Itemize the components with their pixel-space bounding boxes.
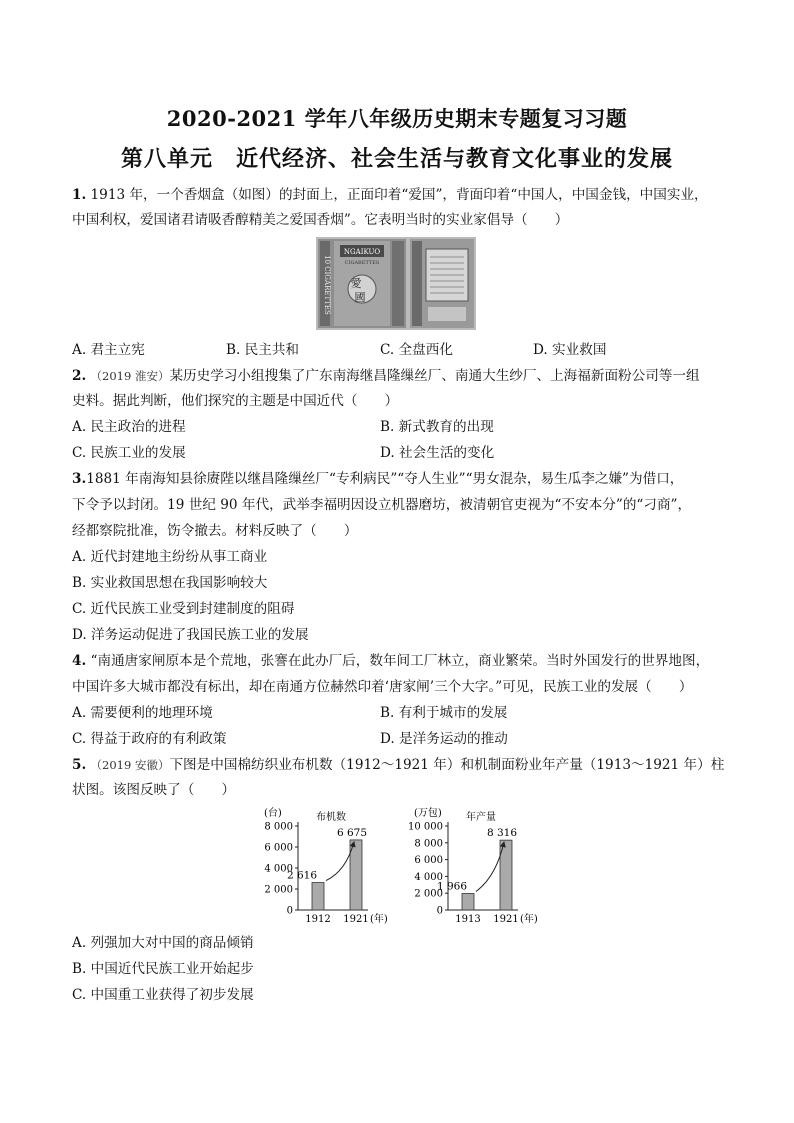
question-5-line-2: 状图。该图反映了（ ）	[72, 782, 236, 798]
chart-1-value-label: 2 616	[286, 869, 318, 882]
question-3-line-2: 下令予以封闭。19 世纪 90 年代，武举李福明因设立机器磨坊，被清朝官吏视为“不安本分”的“刁商”，	[72, 497, 692, 513]
question-4-text-1: “南通唐家闸原本是个荒地，张謇在此办厂后，数年间工厂林立，商业繁荣。当时外国发行的世界地图，	[90, 653, 710, 669]
chart-2-unit: (万包)	[414, 808, 442, 819]
q5-option-b[interactable]: B. 中国近代民族工业开始起步	[72, 961, 254, 977]
chart-1-value-label: 6 675	[336, 826, 368, 839]
q2-option-a[interactable]: A. 民主政治的进程	[72, 419, 186, 435]
cigarette-char-2: 國	[354, 291, 366, 304]
question-5-number: 5.	[72, 757, 87, 773]
question-4-number: 4.	[72, 653, 87, 669]
cigarette-box-image	[316, 237, 476, 330]
chart-2-ytick-label: 4 000	[414, 871, 443, 883]
question-3-number: 3.	[72, 471, 87, 487]
q2-option-d[interactable]: D. 社会生活的变化	[380, 445, 495, 461]
question-1-line-1	[72, 186, 708, 204]
question-2-source: （2019 淮安）	[90, 369, 170, 383]
question-1-line-2: 中国利权，爱国诸君请吸香醇精美之爱国香烟”。它表明当时的实业家倡导（ ）	[72, 212, 569, 228]
chart-1-category-label: 1912	[305, 914, 331, 925]
cigarette-brand-text: NGAIKUO	[343, 248, 381, 256]
chart-1-ytick-label: 4 000	[264, 863, 293, 875]
chart-2-ytick-label: 10 000	[408, 821, 443, 833]
question-5-text-1: 下图是中国棉纺织业布机数（1912～1921 年）和机制面粉业年产量（1913～1921 年）柱	[169, 757, 725, 773]
q3-option-d[interactable]: D. 洋务运动促进了我国民族工业的发展	[72, 627, 309, 643]
question-1-number: 1.	[72, 187, 87, 203]
q2-option-c[interactable]: C. 民族工业的发展	[72, 445, 186, 461]
question-2-number: 2.	[72, 368, 87, 384]
question-5-line-1	[72, 756, 724, 774]
chart-1-ytick-label: 8 000	[264, 821, 293, 833]
chart-1-ytick-label: 0	[286, 905, 293, 917]
question-4-line-2: 中国许多大城市都没有标出，却在南通方位赫然印着‘唐家闸’三个大字。”可见，民族工业的发展（ ）	[72, 679, 693, 695]
chart-2-title: 年产量	[466, 812, 496, 823]
chart-1-ytick-label: 6 000	[264, 842, 293, 854]
chart-2-value-label: 1 966	[436, 880, 468, 893]
q1-option-c[interactable]: C. 全盘西化	[380, 342, 453, 358]
chart-2-category-label: 1913	[455, 914, 481, 925]
question-3-line-1	[72, 470, 683, 488]
question-3-text-1: 1881 年南海知县徐赓陛以继昌隆缫丝厂“专利病民”“夺人生业”“男女混杂，易生瓜李之嫌”为借口，	[86, 471, 684, 487]
chart-2-value-label: 8 316	[486, 827, 518, 840]
cigarette-label-text: CIGARETTES	[344, 260, 380, 266]
q1-option-b[interactable]: B. 民主共和	[226, 342, 300, 358]
flour-output-chart	[396, 804, 546, 926]
question-5-source: （2019 安徽）	[90, 758, 170, 772]
question-2-line-1	[72, 367, 700, 385]
q3-option-a[interactable]: A. 近代封建地主纷纷从事工商业	[72, 549, 268, 565]
chart-2-ytick-label: 8 000	[414, 838, 443, 850]
question-2-line-2: 史料。据此判断，他们探究的主题是中国近代（ ）	[72, 393, 399, 409]
q1-option-d[interactable]: D. 实业救国	[533, 342, 607, 358]
cigarette-char-1: 愛	[350, 277, 362, 290]
q5-option-a[interactable]: A. 列强加大对中国的商品倾销	[72, 935, 254, 951]
question-1-text-1: 1913 年，一个香烟盒（如图）的封面上，正面印着“爱国”，背面印着“中国人，中国金钱，中国实业，	[90, 187, 708, 203]
q4-option-a[interactable]: A. 需要便利的地理环境	[72, 705, 213, 721]
question-4-line-1	[72, 652, 709, 670]
q3-option-b[interactable]: B. 实业救国思想在我国影响较大	[72, 575, 268, 591]
chart-1-xlabel: (年)	[370, 914, 388, 925]
q4-option-b[interactable]: B. 有利于城市的发展	[380, 705, 508, 721]
q2-option-b[interactable]: B. 新式教育的出现	[380, 419, 494, 435]
chart-2-ytick-label: 6 000	[414, 855, 443, 867]
chart-1-bar	[312, 883, 324, 910]
q1-option-a[interactable]: A. 君主立宪	[72, 342, 145, 358]
q5-option-c[interactable]: C. 中国重工业获得了初步发展	[72, 987, 254, 1003]
chart-2-ytick-label: 2 000	[414, 888, 443, 900]
page-title: 2020-2021 学年八年级历史期末专题复习习题	[166, 106, 628, 131]
chart-2-ytick-label: 0	[436, 905, 443, 917]
chart-1-ytick-label: 2 000	[264, 884, 293, 896]
question-3-line-3: 经都察院批准，饬令撤去。材料反映了（ ）	[72, 523, 358, 539]
chart-1-unit: (台)	[264, 808, 282, 819]
chart-2-bar	[462, 893, 474, 910]
chart-1-category-label: 1921	[343, 914, 369, 925]
cigarette-count-text-left: 10 CIGARETTES	[323, 255, 331, 315]
chart-2-xlabel: (年)	[520, 914, 538, 925]
q3-option-c[interactable]: C. 近代民族工业受到封建制度的阻碍	[72, 601, 295, 617]
chart-2-category-label: 1921	[493, 914, 519, 925]
question-2-text-1: 某历史学习小组搜集了广东南海继昌隆缫丝厂、南通大生纱厂、上海福新面粉公司等一组	[169, 368, 700, 384]
loom-count-chart	[246, 804, 396, 926]
page-subtitle: 第八单元 近代经济、社会生活与教育文化事业的发展	[120, 146, 673, 172]
q4-option-d[interactable]: D. 是洋务运动的推动	[380, 731, 508, 747]
q4-option-c[interactable]: C. 得益于政府的有利政策	[72, 731, 227, 747]
chart-1-title: 布机数	[316, 812, 346, 823]
